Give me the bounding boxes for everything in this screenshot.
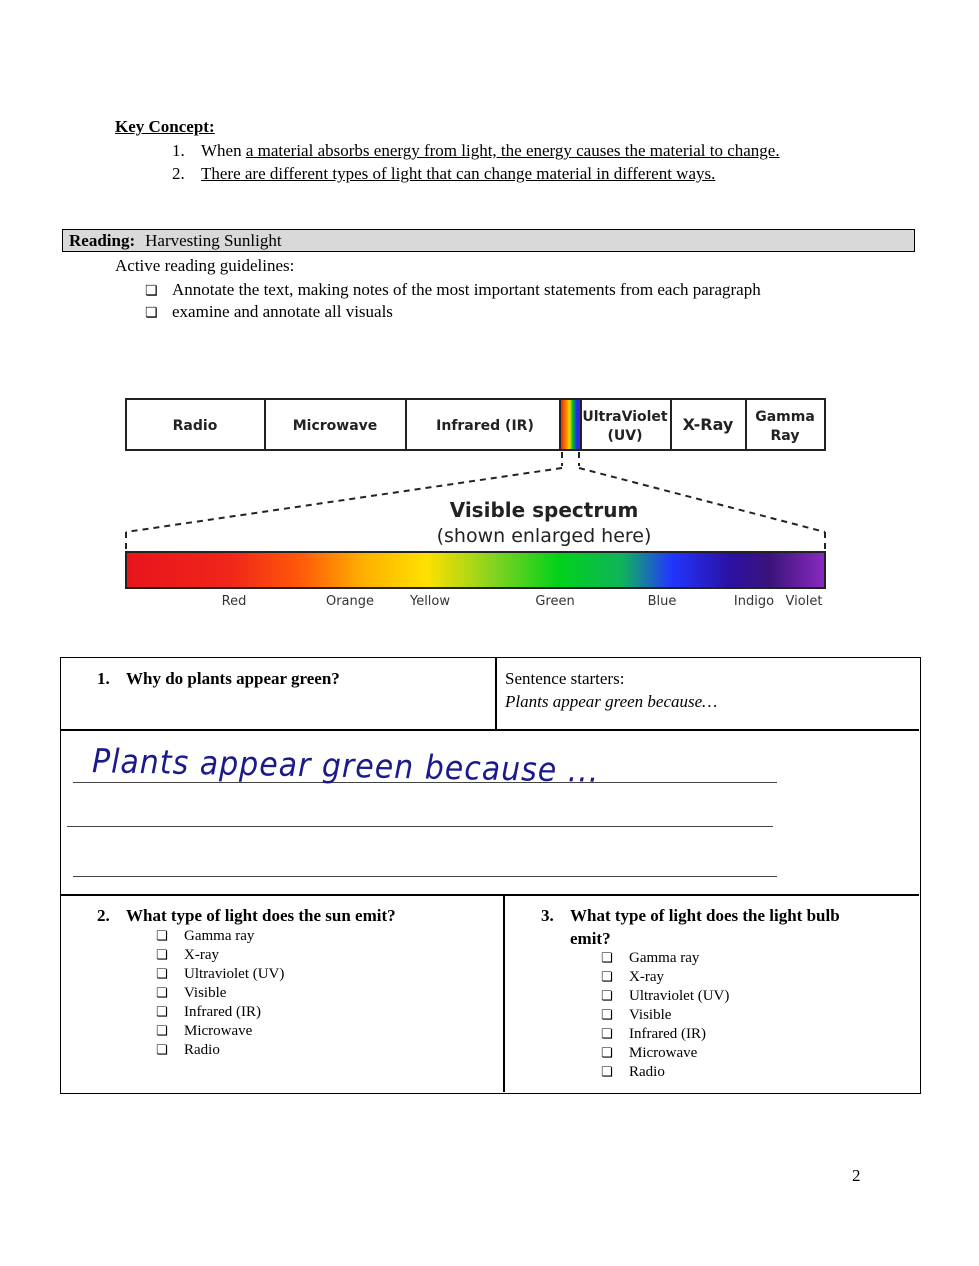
- guideline-text: examine and annotate all visuals: [172, 302, 393, 321]
- option-label: Visible: [629, 1007, 672, 1023]
- band-label-infrared: Infrared (IR): [436, 418, 534, 434]
- visible-spectrum-subtitle: (shown enlarged here): [436, 525, 652, 547]
- key-concept-title: Key Concept:: [115, 117, 215, 136]
- option-microwave[interactable]: [156, 1023, 252, 1040]
- option-x-ray[interactable]: [156, 947, 219, 964]
- option-visible[interactable]: [156, 985, 226, 1002]
- color-label-violet: Violet: [785, 594, 823, 609]
- question-text: Why do plants appear green?: [126, 669, 340, 688]
- question-3-continued: emit?: [570, 929, 611, 948]
- option-radio[interactable]: [156, 1042, 220, 1059]
- option-label: Radio: [184, 1042, 220, 1058]
- question-text: What type of light does the sun emit?: [126, 906, 396, 925]
- checkbox-icon[interactable]: ❏: [156, 1005, 168, 1020]
- guideline-item-2: [145, 302, 393, 322]
- option-label: Infrared (IR): [629, 1026, 707, 1042]
- question-number: 1.: [97, 669, 110, 688]
- page-number: 2: [852, 1166, 861, 1185]
- electromagnetic-spectrum-figure: [120, 392, 835, 614]
- question-number: 2.: [97, 906, 110, 925]
- option-label: Gamma ray: [184, 928, 255, 944]
- color-label-red: Red: [221, 594, 247, 609]
- visible-spectrum-title: Visible spectrum: [449, 498, 639, 522]
- table-divider: [61, 894, 919, 896]
- band-label-xray: X-Ray: [682, 415, 734, 434]
- option-label: Ultraviolet (UV): [629, 988, 730, 1004]
- band-label-radio: Radio: [172, 418, 218, 434]
- list-number: 1.: [172, 141, 185, 160]
- color-label-blue: Blue: [647, 594, 677, 609]
- band-label-gamma: Gamma: [755, 409, 815, 425]
- table-divider: [495, 658, 497, 730]
- option-label: Radio: [629, 1064, 665, 1080]
- sentence-starter-text: Plants appear green because…: [505, 692, 718, 711]
- checkbox-icon[interactable]: ❏: [601, 1008, 613, 1023]
- item-underlined-text: a material absorbs energy from light, the energy causes the material to change.: [245, 141, 780, 160]
- guideline-item-1: [145, 280, 761, 300]
- question-text: What type of light does the light bulb: [570, 906, 840, 925]
- checkbox-icon[interactable]: ❏: [601, 1046, 613, 1061]
- question-3: [541, 906, 840, 926]
- key-concept-item-1: [172, 141, 780, 161]
- option-ultraviolet[interactable]: [156, 966, 284, 983]
- option-label: Microwave: [184, 1023, 253, 1039]
- band-label-ultraviolet: UltraViolet: [582, 409, 668, 425]
- option-infrared[interactable]: [156, 1004, 261, 1021]
- checkbox-icon[interactable]: ❏: [601, 1027, 613, 1042]
- checkbox-icon[interactable]: ❏: [156, 948, 168, 963]
- option-gamma-ray[interactable]: [601, 950, 699, 967]
- option-microwave[interactable]: [601, 1045, 697, 1062]
- list-number: 2.: [172, 164, 185, 183]
- table-divider: [503, 894, 505, 1092]
- band-visible-narrow: [560, 399, 581, 450]
- checkbox-icon[interactable]: ❏: [601, 989, 613, 1004]
- checkbox-icon[interactable]: ❏: [156, 929, 168, 944]
- band-label-ray: Ray: [770, 428, 800, 444]
- question-table: [60, 657, 921, 1094]
- option-radio[interactable]: [601, 1064, 665, 1081]
- guidelines-intro: Active reading guidelines:: [115, 256, 295, 275]
- option-label: Microwave: [629, 1045, 698, 1061]
- option-gamma-ray[interactable]: [156, 928, 254, 945]
- option-ultraviolet[interactable]: [601, 988, 729, 1005]
- key-concept-item-2: [172, 164, 715, 184]
- reading-label: Reading:: [69, 231, 136, 250]
- checkbox-icon[interactable]: ❏: [601, 951, 613, 966]
- checkbox-icon[interactable]: ❏: [156, 986, 168, 1001]
- checkbox-icon: ❏: [145, 305, 158, 321]
- question-1: [97, 669, 340, 689]
- checkbox-icon[interactable]: ❏: [156, 1043, 168, 1058]
- option-label: X-ray: [629, 969, 664, 985]
- visible-spectrum-bar: [126, 552, 825, 588]
- table-divider: [61, 729, 919, 731]
- checkbox-icon[interactable]: ❏: [156, 967, 168, 982]
- answer-line[interactable]: [67, 826, 773, 827]
- question-number: 3.: [541, 906, 554, 925]
- option-label: Ultraviolet (UV): [184, 966, 285, 982]
- item-lead: When: [201, 141, 246, 160]
- option-x-ray[interactable]: [601, 969, 664, 986]
- checkbox-icon: ❏: [145, 283, 158, 299]
- option-label: Gamma ray: [629, 950, 700, 966]
- checkbox-icon[interactable]: ❏: [601, 1065, 613, 1080]
- option-label: X-ray: [184, 947, 219, 963]
- reading-title: Harvesting Sunlight: [145, 231, 282, 250]
- item-underlined-text: There are different types of light that can change material in different ways.: [201, 164, 716, 183]
- color-label-yellow: Yellow: [409, 594, 451, 609]
- reading-header: [62, 229, 915, 252]
- option-label: Visible: [184, 985, 227, 1001]
- option-label: Infrared (IR): [184, 1004, 262, 1020]
- option-infrared[interactable]: [601, 1026, 706, 1043]
- handwritten-answer: Plants appear green because ...: [91, 742, 600, 791]
- checkbox-icon[interactable]: ❏: [156, 1024, 168, 1039]
- band-label-microwave: Microwave: [292, 418, 378, 434]
- color-label-green: Green: [535, 594, 575, 609]
- option-visible[interactable]: [601, 1007, 671, 1024]
- guideline-text: Annotate the text, making notes of the most important statements from each paragraph: [172, 280, 761, 299]
- color-label-indigo: Indigo: [733, 594, 775, 609]
- sentence-starters-label: Sentence starters:: [505, 669, 625, 688]
- question-2: [97, 906, 396, 926]
- band-label-uv: (UV): [607, 428, 643, 444]
- checkbox-icon[interactable]: ❏: [601, 970, 613, 985]
- color-label-orange: Orange: [325, 594, 375, 609]
- answer-line[interactable]: [73, 876, 777, 877]
